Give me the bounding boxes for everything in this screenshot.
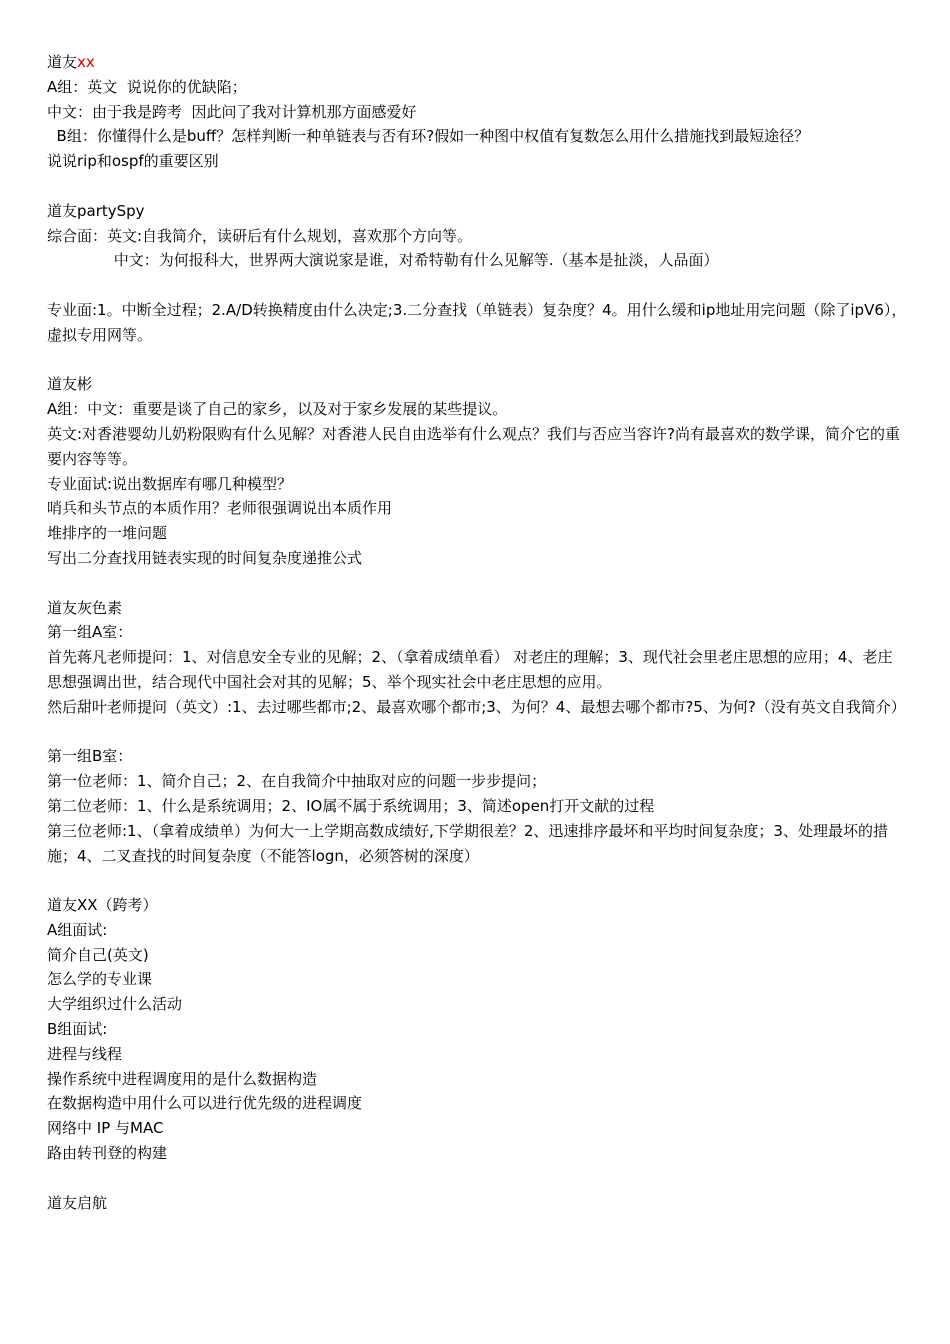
section-title: 道友彬: [47, 375, 93, 394]
section-title-text: 道友: [47, 53, 78, 71]
spacer: [47, 174, 907, 199]
text-line: 第一组B室：: [47, 747, 133, 766]
section-title-highlight: xx: [77, 53, 95, 71]
text-line: 第三位老师:1、（拿着成绩单）为何大一上学期高数成绩好,下学期很差？2、迅速排序最坏和平均时间复杂度；3、处理最坏的措施；4、二叉查找的时间复杂度（不能答logn，必须答树的深度）: [47, 821, 888, 865]
text-line: A组：中文：重要是谈了自己的家乡，以及对于家乡发展的某些提议。: [47, 400, 508, 419]
document-page: [47, 50, 907, 1215]
text-line: 怎么学的专业课: [47, 970, 153, 989]
text-line: A组面试:: [47, 920, 108, 939]
text-line: 简介自己(英文): [47, 945, 149, 964]
section-title: 道友partySpy: [47, 201, 145, 220]
text-line: 在数据构造中用什么可以进行优先级的进程调度: [47, 1094, 363, 1113]
text-line: 网络中 IP 与MAC: [47, 1119, 164, 1138]
text-line: 说说rip和ospf的重要区别: [47, 152, 219, 171]
text-line: 路由转刊登的构建: [47, 1144, 168, 1163]
text-line: A组：英文 说说你的优缺陷；: [47, 77, 247, 96]
text-line: 首先蒋凡老师提问：1、对信息安全专业的见解；2、（拿着成绩单看） 对老庄的理解；3、现代社会里老庄思想的应用；4、老庄思想强调出世，结合现代中国社会对其的见解；5、举个现实社会中老庄思想的应用。: [47, 648, 893, 691]
spacer: [47, 273, 907, 298]
section-6: [47, 1191, 907, 1216]
section-1: [47, 50, 907, 174]
text-line: 第二位老师：1、什么是系统调用；2、IO属不属于系统调用；3、简述open打开文献的过程: [47, 796, 655, 815]
section-3: [47, 372, 907, 570]
text-line: B组：你懂得什么是buff？怎样判断一种单链表与否有环?假如一种图中权值有复数怎么用什么措施找到最短途径？: [47, 127, 810, 146]
section-4: [47, 596, 907, 869]
text-line: 专业面试:说出数据库有哪几种模型？: [47, 474, 293, 493]
text-line: 专业面:1。中断全过程；2.A/D转换精度由什么决定;3.二分查找（单链表）复杂度？4。用什么缓和ip地址用完问题（除了ipV6），虚拟专用网等。: [47, 300, 907, 344]
text-line: 堆排序的一堆问题: [47, 524, 168, 543]
spacer: [47, 348, 907, 373]
section-title: [47, 50, 907, 75]
text-line: 写出二分查找用链表实现的时间复杂度递推公式: [47, 548, 363, 567]
section-title: 道友灰色素: [47, 598, 123, 617]
text-line: 英文:对香港婴幼儿奶粉限购有什么见解？对香港人民自由选举有什么观点？我们与否应当容许?尚有最喜欢的数学课，简介它的重要内容等等。: [47, 424, 901, 468]
text-line: 第一位老师：1、简介自己；2、在自我简介中抽取对应的问题一步步提问；: [47, 772, 547, 791]
text-line: 大学组织过什么活动: [47, 995, 183, 1014]
section-5: [47, 893, 907, 1166]
text-line: 操作系统中进程调度用的是什么数据构造: [47, 1069, 318, 1088]
spacer: [47, 720, 907, 745]
section-title: 道友XX（跨考）: [47, 896, 158, 915]
text-line: 中文：由于我是跨考 因此问了我对计算机那方面感爱好: [47, 102, 417, 121]
spacer: [47, 868, 907, 893]
spacer: [47, 1166, 907, 1191]
text-line: 综合面：英文:自我简介，读研后有什么规划，喜欢那个方向等。: [47, 226, 473, 245]
text-line: 第一组A室：: [47, 623, 133, 642]
section-title: 道友启航: [47, 1193, 108, 1212]
text-line: 中文：为何报科大，世界两大演说家是谁，对希特勒有什么见解等.（基本是扯淡，人品面）: [47, 251, 719, 270]
text-line: 进程与线程: [47, 1044, 123, 1063]
text-line: B组面试:: [47, 1020, 108, 1039]
section-2: [47, 199, 907, 348]
spacer: [47, 571, 907, 596]
text-line: 哨兵和头节点的本质作用？老师很强调说出本质作用: [47, 499, 393, 518]
text-line: 然后甜叶老师提问（英文）:1、去过哪些都市;2、最喜欢哪个都市;3、为何？4、最想去哪个都市?5、为何?（没有英文自我简介）: [47, 697, 906, 716]
